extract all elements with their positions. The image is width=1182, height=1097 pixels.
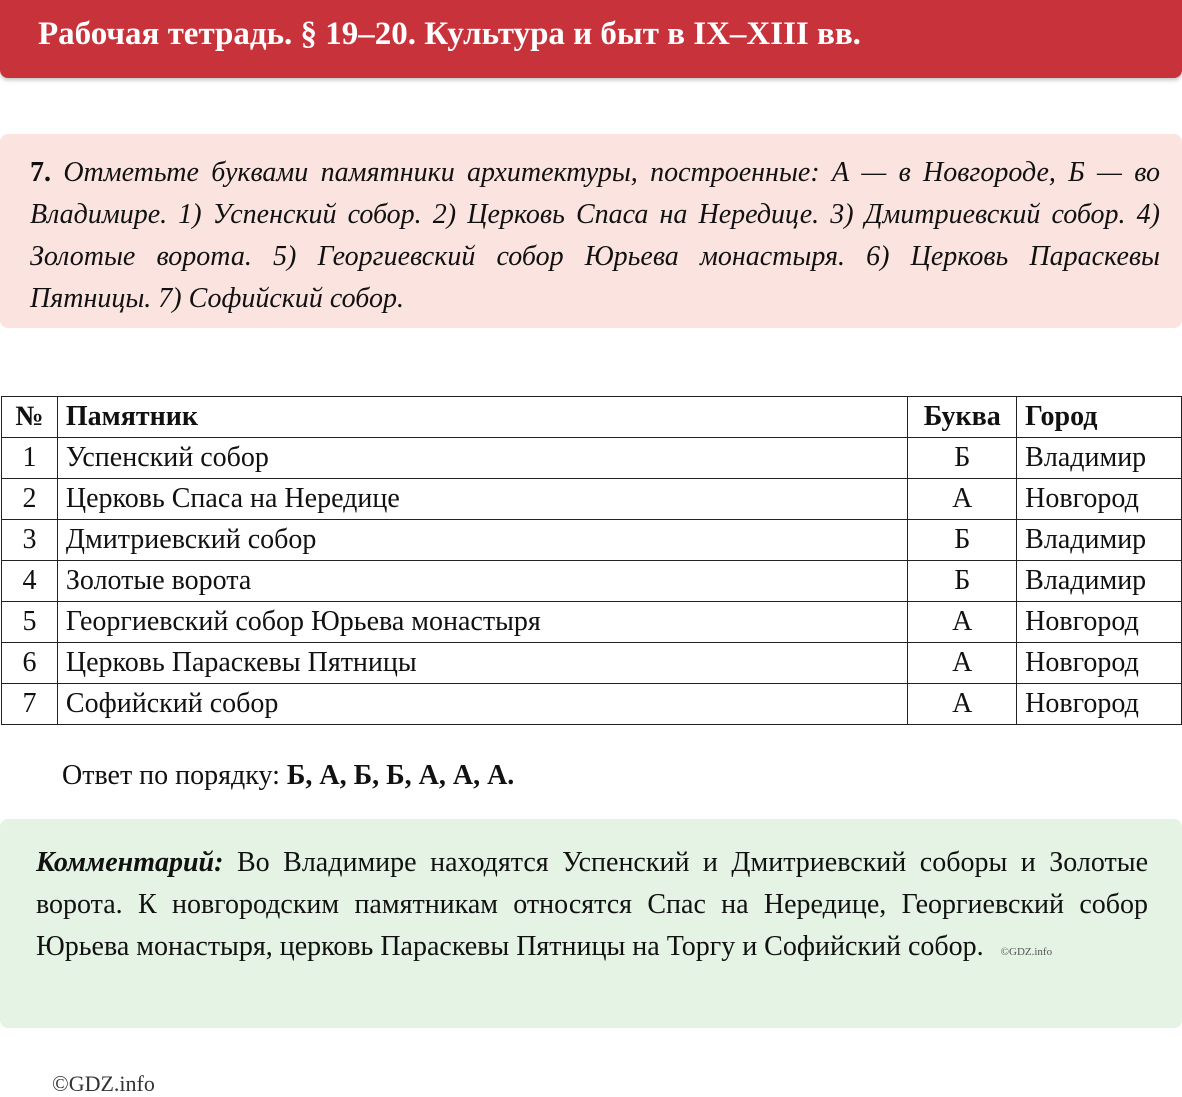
cell-city: Новгород <box>1017 643 1182 684</box>
table-row <box>2 438 1182 479</box>
cell-number: 4 <box>2 561 58 602</box>
cell-letter: А <box>908 684 1017 725</box>
page-header <box>0 0 1182 78</box>
cell-letter: Б <box>908 520 1017 561</box>
cell-city: Новгород <box>1017 602 1182 643</box>
cell-number: 7 <box>2 684 58 725</box>
cell-monument: Церковь Параскевы Пятницы <box>57 643 907 684</box>
table-row <box>2 479 1182 520</box>
table-header-row <box>2 397 1182 438</box>
cell-city: Владимир <box>1017 561 1182 602</box>
answer-table <box>1 396 1182 725</box>
cell-monument: Георгиевский собор Юрьева монастыря <box>57 602 907 643</box>
cell-number: 6 <box>2 643 58 684</box>
table-row <box>2 561 1182 602</box>
answer-value: Б, А, Б, Б, А, А, А. <box>286 760 515 791</box>
header-letter: Буква <box>908 397 1017 438</box>
comment-label: Комментарий: <box>36 847 224 878</box>
comment-text-block <box>36 842 1148 973</box>
cell-city: Владимир <box>1017 438 1182 479</box>
task-instructions: Отметьте буквами памятники архитектуры, построенные: А — в Новгороде, Б — во Владимире. 1) Успенский собор. 2) Церковь Спаса на Нередице. 3) Дмитриевский собор. 4) Золотые ворота. 5) Георгиевский собор Юрьева монастыря. 6) Церковь Параскевы Пятницы. 7) Софийский собор. <box>30 157 1161 314</box>
cell-letter: А <box>908 602 1017 643</box>
cell-number: 2 <box>2 479 58 520</box>
comment-body: Во Владимире находятся Успенский и Дмитриевский соборы и Золотые ворота. К новгородским памятникам относятся Спас на Нередице, Георгиевский собор Юрьева монастыря, церковь Параскевы Пятницы на Торгу и Софийский собор. <box>36 847 1149 962</box>
task-number: 7. <box>30 157 51 188</box>
header-number: № <box>2 397 58 438</box>
cell-city: Владимир <box>1017 520 1182 561</box>
header-city: Город <box>1017 397 1182 438</box>
cell-letter: Б <box>908 438 1017 479</box>
header-monument: Памятник <box>57 397 907 438</box>
page-title: Рабочая тетрадь. § 19–20. Культура и быт в IX–XIII вв. <box>38 16 861 52</box>
footer-copyright: ©GDZ.info <box>52 1071 155 1096</box>
cell-monument: Золотые ворота <box>57 561 907 602</box>
table-row <box>2 520 1182 561</box>
table-row <box>2 684 1182 725</box>
cell-letter: А <box>908 479 1017 520</box>
cell-letter: А <box>908 643 1017 684</box>
table-row <box>2 602 1182 643</box>
cell-city: Новгород <box>1017 684 1182 725</box>
cell-monument: Церковь Спаса на Нередице <box>57 479 907 520</box>
cell-monument: Дмитриевский собор <box>57 520 907 561</box>
comment-watermark: ©GDZ.info <box>1000 946 1053 958</box>
answer-label: Ответ по порядку: <box>62 760 280 791</box>
task-text-block <box>30 152 1160 320</box>
cell-number: 5 <box>2 602 58 643</box>
cell-number: 1 <box>2 438 58 479</box>
cell-city: Новгород <box>1017 479 1182 520</box>
cell-letter: Б <box>908 561 1017 602</box>
cell-number: 3 <box>2 520 58 561</box>
cell-monument: Софийский собор <box>57 684 907 725</box>
table-row <box>2 643 1182 684</box>
cell-monument: Успенский собор <box>57 438 907 479</box>
answer-summary <box>62 760 514 792</box>
